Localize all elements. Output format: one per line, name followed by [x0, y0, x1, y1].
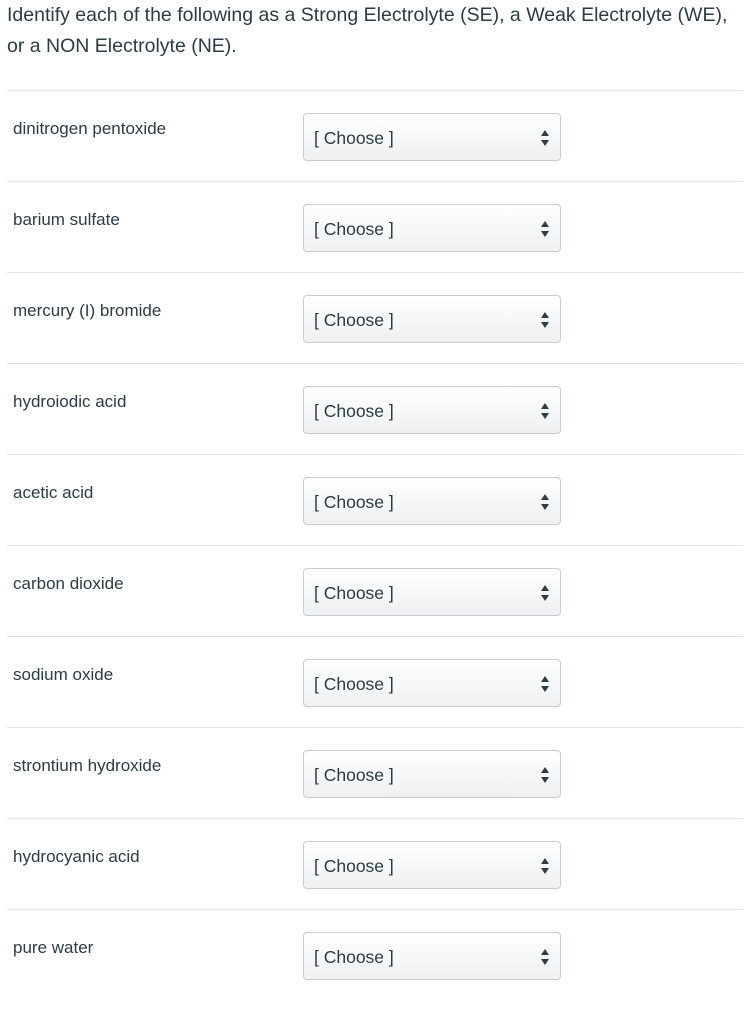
- term-label: barium sulfate: [13, 210, 120, 229]
- dropdown-value: [ Choose ]: [314, 128, 394, 148]
- dropdown-value: [ Choose ]: [314, 765, 394, 785]
- up-down-arrows-icon: [540, 948, 550, 966]
- term-label: strontium hydroxide: [13, 756, 162, 775]
- answer-dropdown[interactable]: [303, 477, 561, 525]
- matching-row: [7, 727, 743, 818]
- up-down-arrows-icon: [540, 766, 550, 784]
- matching-row: [7, 90, 743, 181]
- matching-row: [7, 636, 743, 727]
- matching-row: [7, 272, 743, 363]
- dropdown-value: [ Choose ]: [314, 492, 394, 512]
- question-prompt: Identify each of the following as a Strong Electrolyte (SE), a Weak Electrolyte (WE), or a NON Electrolyte (NE).: [7, 4, 728, 57]
- term-label: pure water: [13, 938, 94, 957]
- up-down-arrows-icon: [540, 402, 550, 420]
- term-label: sodium oxide: [13, 665, 114, 684]
- answer-dropdown[interactable]: [303, 204, 561, 252]
- term-label: hydrocyanic acid: [13, 847, 140, 866]
- term-label: mercury (I) bromide: [13, 301, 162, 320]
- up-down-arrows-icon: [540, 857, 550, 875]
- answer-dropdown[interactable]: [303, 113, 561, 161]
- matching-row: [7, 181, 743, 272]
- dropdown-value: [ Choose ]: [314, 674, 394, 694]
- matching-list: [7, 90, 743, 1000]
- dropdown-value: [ Choose ]: [314, 856, 394, 876]
- matching-row: [7, 818, 743, 909]
- answer-dropdown[interactable]: [303, 932, 561, 980]
- matching-row: [7, 909, 743, 1000]
- dropdown-value: [ Choose ]: [314, 583, 394, 603]
- up-down-arrows-icon: [540, 584, 550, 602]
- up-down-arrows-icon: [540, 493, 550, 511]
- term-label: acetic acid: [13, 483, 94, 502]
- answer-dropdown[interactable]: [303, 659, 561, 707]
- term-label: dinitrogen pentoxide: [13, 119, 167, 138]
- up-down-arrows-icon: [540, 311, 550, 329]
- answer-dropdown[interactable]: [303, 295, 561, 343]
- up-down-arrows-icon: [540, 220, 550, 238]
- dropdown-value: [ Choose ]: [314, 310, 394, 330]
- term-label: carbon dioxide: [13, 574, 124, 593]
- term-label: hydroiodic acid: [13, 392, 127, 411]
- dropdown-value: [ Choose ]: [314, 219, 394, 239]
- answer-dropdown[interactable]: [303, 750, 561, 798]
- answer-dropdown[interactable]: [303, 386, 561, 434]
- dropdown-value: [ Choose ]: [314, 401, 394, 421]
- matching-row: [7, 545, 743, 636]
- up-down-arrows-icon: [540, 129, 550, 147]
- up-down-arrows-icon: [540, 675, 550, 693]
- matching-row: [7, 454, 743, 545]
- matching-row: [7, 363, 743, 454]
- dropdown-value: [ Choose ]: [314, 947, 394, 967]
- answer-dropdown[interactable]: [303, 568, 561, 616]
- answer-dropdown[interactable]: [303, 841, 561, 889]
